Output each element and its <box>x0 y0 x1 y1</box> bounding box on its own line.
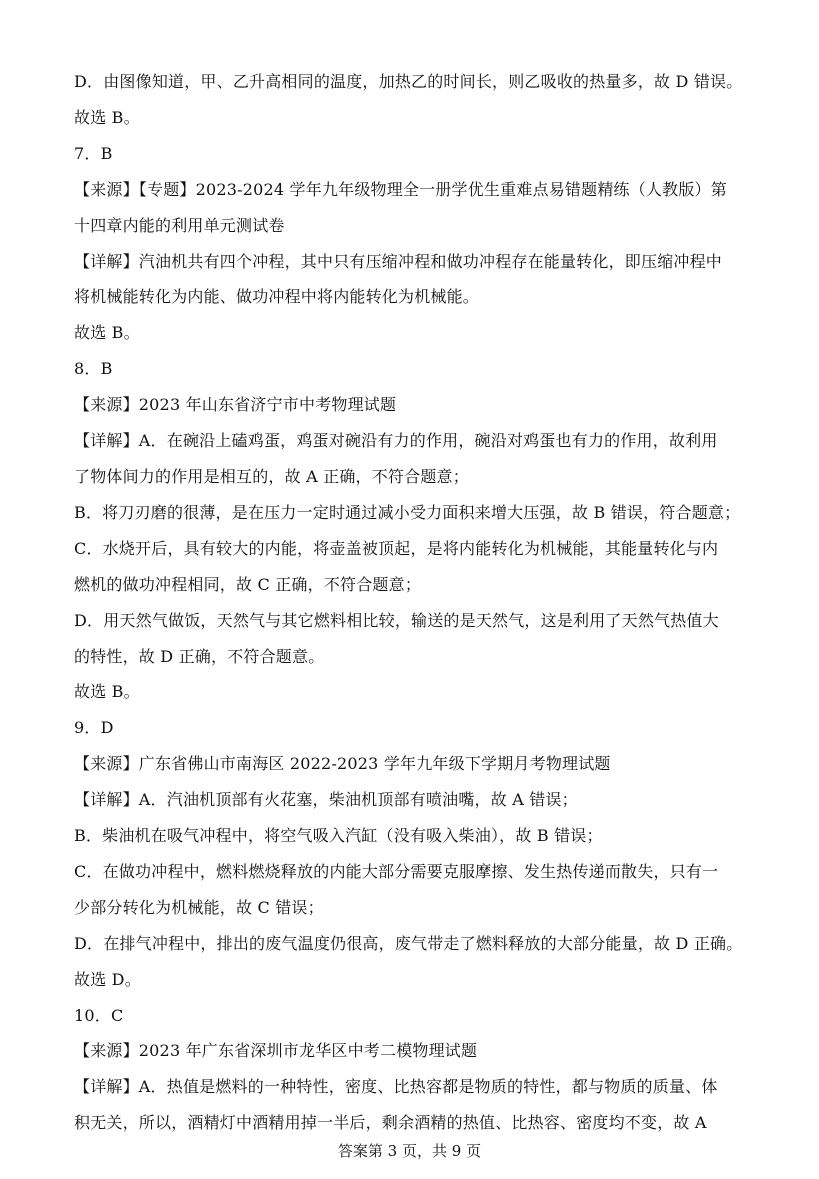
text-line: 十四章内能的利用单元测试卷 <box>74 215 285 235</box>
text-line: 积无关，所以，酒精灯中酒精用掉一半后，剩余酒精的热值、比热容、密度均不变，故 A <box>74 1113 707 1133</box>
explanation-line: 【详解】汽油机共有四个冲程，其中只有压缩冲程和做功冲程存在能量转化，即压缩冲程中 <box>74 251 723 271</box>
question-number-9: 9．D <box>74 718 114 738</box>
text-line: 的特性，故 D 正确，不符合题意。 <box>74 646 325 666</box>
text-line: C．在做功冲程中，燃料燃烧释放的内能大部分需要克服摩擦、发生热传递而散失，只有一 <box>74 861 719 881</box>
source-line: 【来源】2023 年广东省深圳市龙华区中考二模物理试题 <box>74 1041 478 1061</box>
explanation-line: 【详解】A．汽油机顶部有火花塞，柴油机顶部有喷油嘴，故 A 错误； <box>74 790 578 810</box>
text-line: 故选 D。 <box>74 969 141 989</box>
text-line: D．由图像知道，甲、乙升高相同的温度，加热乙的时间长，则乙吸收的热量多，故 D 错误。 <box>74 72 743 91</box>
page-footer: 答案第 3 页，共 9 页 <box>337 1142 482 1160</box>
answer-body <box>74 64 745 1141</box>
text-line: D．在排气冲程中，排出的废气温度仍很高，废气带走了燃料释放的大部分能量，故 D 正确。 <box>74 933 743 953</box>
text-line: B．将刀刃磨的很薄，是在压力一定时通过减小受力面积来增大压强，故 B 错误，符合题意； <box>74 502 741 522</box>
explanation-line: 【详解】A．热值是燃料的一种特性，密度、比热容都是物质的特性，都与物质的质量、体 <box>74 1077 718 1097</box>
explanation-line: 【详解】A．在碗沿上磕鸡蛋，鸡蛋对碗沿有力的作用，碗沿对鸡蛋也有力的作用，故利用 <box>74 431 718 451</box>
source-line: 【来源】广东省佛山市南海区 2022-2023 学年九年级下学期月考物理试题 <box>74 754 611 774</box>
text-line: D．用天然气做饭，天然气与其它燃料相比较，输送的是天然气，这是利用了天然气热值大 <box>74 610 719 630</box>
text-line: 了物体间力的作用是相互的，故 A 正确，不符合题意； <box>74 466 469 486</box>
text-line: 少部分转化为机械能，故 C 错误； <box>74 897 324 917</box>
text-line: 故选 B。 <box>74 323 140 343</box>
text-line: 故选 B。 <box>74 107 140 127</box>
question-number-7: 7．B <box>74 143 113 163</box>
text-line: 将机械能转化为内能、做功冲程中将内能转化为机械能。 <box>74 287 480 307</box>
text-line: 故选 B。 <box>74 682 140 702</box>
source-line: 【来源】【专题】2023-2024 学年九年级物理全一册学优生重难点易错题精练（人教版）第 <box>74 179 727 199</box>
text-line: C．水烧开后，具有较大的内能，将壶盖被顶起，是将内能转化为机械能，其能量转化与内 <box>74 538 719 558</box>
question-number-10: 10．C <box>74 1005 124 1025</box>
source-line: 【来源】2023 年山东省济宁市中考物理试题 <box>74 395 397 415</box>
question-number-8: 8．B <box>74 359 113 379</box>
text-line: B．柴油机在吸气冲程中，将空气吸入汽缸（没有吸入柴油），故 B 错误； <box>74 826 603 846</box>
text-line: 燃机的做功冲程相同，故 C 正确，不符合题意； <box>74 574 422 594</box>
